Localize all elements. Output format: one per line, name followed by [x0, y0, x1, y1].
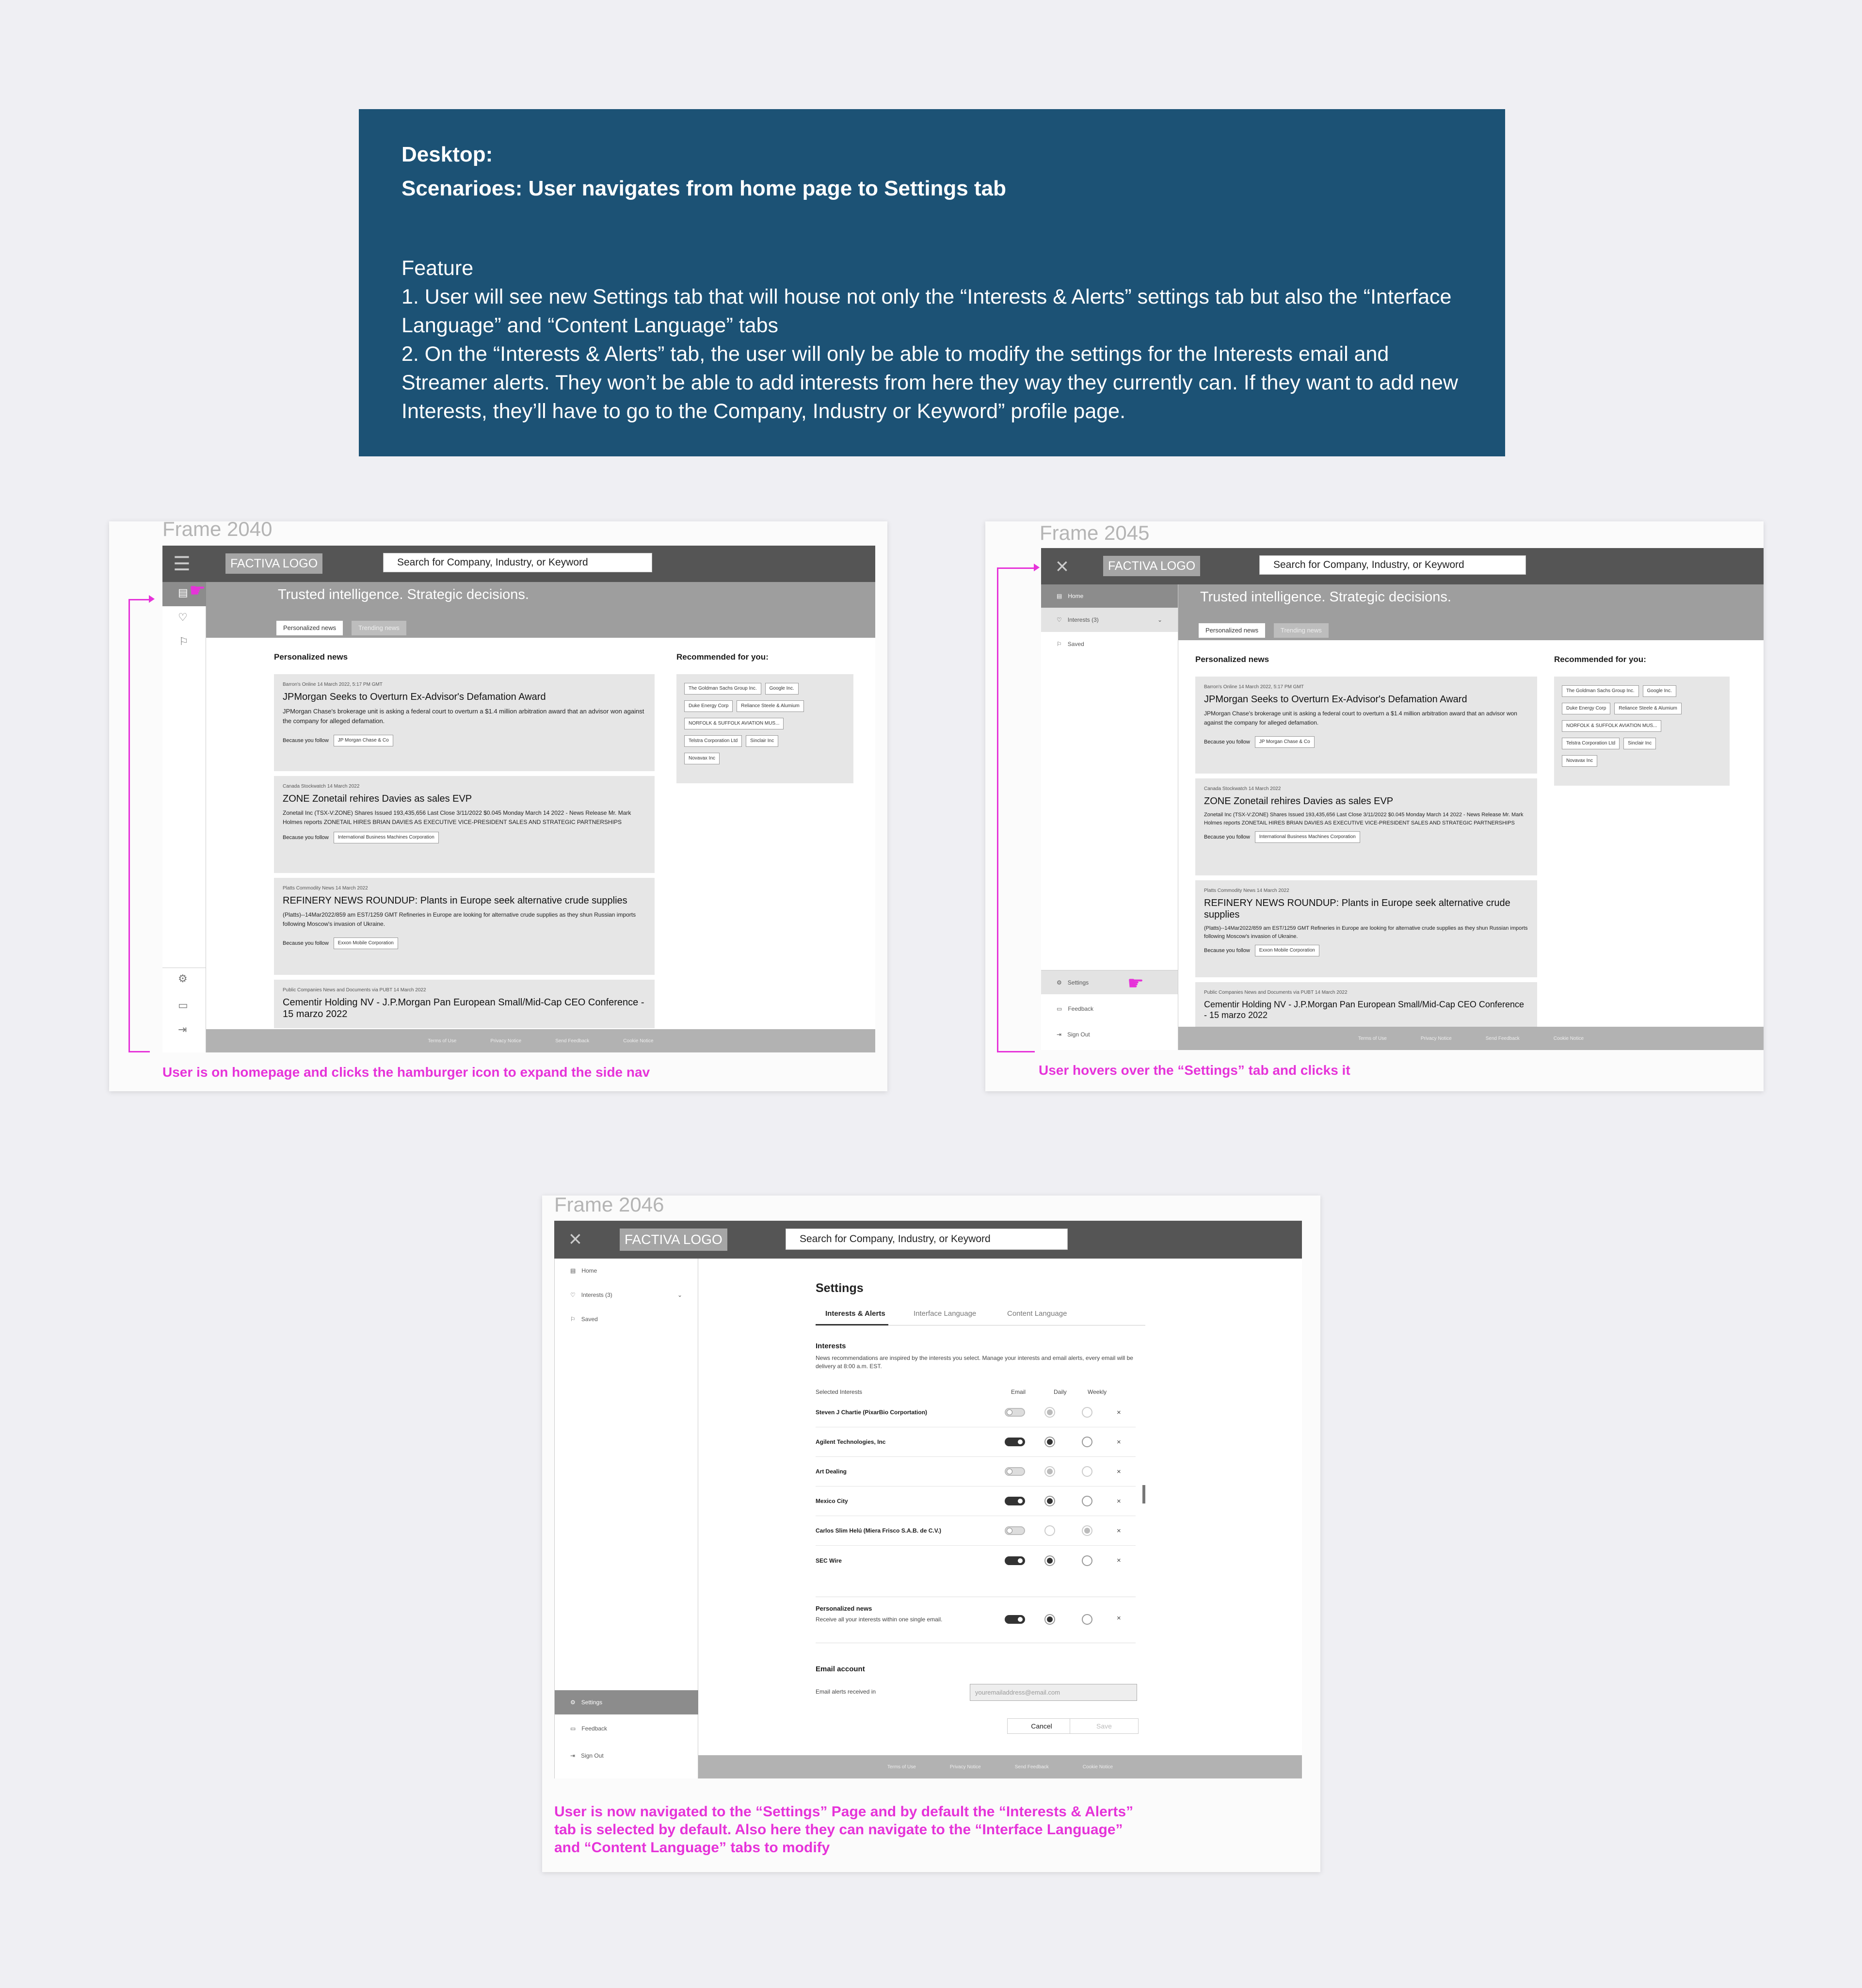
nav-home[interactable] [1041, 584, 1178, 608]
rec-chip[interactable]: NORFOLK & SUFFOLK AVIATION MUS... [1562, 720, 1661, 732]
news-source: Barron's Online 14 March 2022, 5:17 PM GMT [1204, 684, 1304, 690]
recommended-box [1554, 677, 1730, 786]
nav-label: Interests (3) [581, 1292, 612, 1298]
news-title[interactable]: JPMorgan Seeks to Overturn Ex-Advisor's Defamation Award [283, 692, 546, 702]
email-toggle[interactable] [1005, 1467, 1025, 1476]
hand-cursor-icon: ☛ [189, 581, 206, 601]
feature-label: Feature [401, 257, 474, 280]
signout-icon[interactable]: ⇥ [178, 1023, 187, 1035]
col-email: Email [1011, 1389, 1026, 1395]
nav-saved[interactable] [555, 1307, 698, 1331]
nav-feedback[interactable] [555, 1716, 623, 1741]
gear-icon: ⚙ [570, 1699, 576, 1706]
email-toggle[interactable] [1005, 1556, 1025, 1565]
daily-radio[interactable] [1044, 1407, 1055, 1418]
header-line2: Scenarioes: User navigates from home page to Settings tab [401, 177, 1006, 200]
news-source: Public Companies News and Documents via PUBT 14 March 2022 [283, 987, 426, 993]
settings-screen [554, 1221, 1302, 1778]
because-label: Because you follow [1204, 834, 1250, 840]
frame-2046 [542, 1193, 1320, 1872]
feedback-icon: ▭ [1057, 1005, 1062, 1012]
tab-content-language[interactable]: Content Language [1007, 1309, 1067, 1318]
news-title[interactable]: ZONE Zonetail rehires Davies as sales EVP [283, 793, 472, 804]
frame-2040 [109, 517, 887, 1091]
footer [1178, 1027, 1764, 1050]
personalized-news-desc: Receive all your interests within one single email. [816, 1616, 943, 1623]
bookmark-icon: ⚐ [570, 1316, 576, 1323]
bookmark-icon[interactable]: ⚐ [179, 635, 189, 647]
footer [698, 1755, 1302, 1778]
news-card[interactable] [274, 776, 655, 873]
hand-cursor-icon: ☛ [1127, 973, 1144, 994]
weekly-radio[interactable] [1082, 1466, 1092, 1477]
nav-label: Feedback [1068, 1005, 1094, 1012]
email-toggle[interactable] [1005, 1526, 1025, 1535]
col-weekly: Weekly [1088, 1389, 1107, 1395]
search-input[interactable]: Search for Company, Industry, or Keyword [383, 553, 652, 572]
interest-row [816, 1516, 1136, 1546]
personalized-news-heading: Personalized news [816, 1605, 872, 1612]
nav-interests[interactable] [1041, 608, 1178, 632]
news-card[interactable] [274, 674, 655, 771]
nav-label: Feedback [581, 1725, 608, 1732]
news-title[interactable]: REFINERY NEWS ROUNDUP: Plants in Europe seek alternative crude supplies [283, 895, 627, 906]
footer-link[interactable]: Send Feedback [555, 1038, 590, 1044]
news-title[interactable]: REFINERY NEWS ROUNDUP: Plants in Europe seek alternative crude supplies [1204, 898, 1510, 920]
personalized-heading: Personalized news [1195, 655, 1269, 664]
email-toggle[interactable] [1005, 1408, 1025, 1417]
because-label: Because you follow [1204, 739, 1250, 745]
rec-chip[interactable]: Telstra Corporation Ltd [1562, 738, 1620, 749]
close-icon[interactable]: × [1056, 553, 1069, 579]
because-label: Because you follow [1204, 948, 1250, 954]
tab-trending[interactable]: Trending news [1274, 623, 1329, 638]
frame-title: Frame 2045 [1040, 521, 1150, 544]
news-card[interactable] [274, 980, 655, 1028]
nav-label: Saved [1067, 641, 1084, 647]
weekly-radio[interactable] [1082, 1407, 1092, 1418]
heart-icon: ♡ [570, 1292, 576, 1298]
email-field[interactable]: youremailaddress@email.com [970, 1684, 1137, 1701]
footer-link[interactable]: Privacy Notice [490, 1038, 522, 1044]
footer-link[interactable]: Privacy Notice [949, 1764, 981, 1770]
follow-chip[interactable]: International Business Machines Corporation [1255, 831, 1360, 843]
news-card[interactable] [1195, 880, 1537, 977]
gear-icon: ⚙ [1057, 979, 1062, 986]
frame-note-line1: User is now navigated to the “Settings” Page and by default the “Interests & Alerts” [554, 1804, 1134, 1820]
weekly-radio[interactable] [1082, 1525, 1092, 1536]
nav-feedback[interactable] [1041, 997, 1109, 1021]
news-desc: JPMorgan Chase's brokerage unit is asking a federal court to overturn a $1.4 million arbitration award that an advisor won against the company for alleged defamation. [283, 708, 644, 725]
news-desc: Zonetail Inc (TSX-V:ZONE) Shares Issued 193,435,656 Last Close 3/11/2022 $0.045 Monday March 14 2022 - News Release Mr. Mark Holmes reports ZONETAIL HIRES BRIAN DAVIES AS EXECUTIVE VICE-PRESIDENT SALES AND STRATEGIC PARTNERSHIPS [283, 809, 631, 825]
remove-icon[interactable]: × [1117, 1526, 1121, 1535]
interests-desc: News recommendations are inspired by the interests you select. Manage your interests and email alerts, every email will be delivery at 8:00 a.m. EST. [816, 1355, 1133, 1370]
gear-icon[interactable]: ⚙ [178, 972, 188, 985]
footer-link[interactable]: Send Feedback [1485, 1035, 1520, 1041]
search-input[interactable]: Search for Company, Industry, or Keyword [786, 1228, 1068, 1250]
rec-chip[interactable]: Sinclair Inc [746, 735, 778, 747]
remove-icon[interactable]: × [1117, 1556, 1121, 1565]
close-icon[interactable]: × [569, 1226, 582, 1251]
chevron-down-icon[interactable]: ⌄ [677, 1292, 682, 1298]
daily-radio[interactable] [1044, 1496, 1055, 1506]
tagline: Trusted intelligence. Strategic decisions. [1200, 589, 1451, 605]
interest-name: Art Dealing [816, 1468, 847, 1475]
interest-rows [816, 1398, 1136, 1575]
recommended-heading: Recommended for you: [1554, 655, 1646, 664]
interest-name: Steven J Chartie (PixarBio Corportation) [816, 1409, 928, 1416]
personalized-heading: Personalized news [274, 652, 348, 662]
feature-point-2: 2. On the “Interests & Alerts” tab, the user will only be able to modify the settings for the Interests email and Streamer alerts. They won’t be able to add interests from here they way they currently can. If they want to add new Interests, they’ll have to go to the Company, Industry or Keyword” profile page. [401, 342, 1458, 423]
search-input[interactable]: Search for Company, Industry, or Keyword [1259, 555, 1526, 575]
feedback-icon: ▭ [570, 1725, 576, 1732]
col-daily: Daily [1054, 1389, 1067, 1395]
remove-icon[interactable]: × [1117, 1467, 1121, 1476]
nav-label: Settings [581, 1699, 603, 1706]
interest-row [816, 1457, 1136, 1487]
logo: FACTIVA LOGO [1103, 556, 1200, 576]
nav-label: Home [581, 1267, 597, 1274]
tab-active-underline [816, 1324, 888, 1325]
feedback-icon[interactable]: ▭ [178, 999, 188, 1011]
nav-signout[interactable] [1041, 1022, 1106, 1047]
rec-chip[interactable]: Reliance Steele & Alumium [1614, 703, 1682, 714]
interest-row [816, 1398, 1136, 1427]
nav-saved[interactable] [1041, 632, 1178, 656]
scrollbar[interactable] [1142, 1485, 1145, 1503]
signout-icon: ⇥ [1057, 1031, 1062, 1038]
news-desc: JPMorgan Chase's brokerage unit is asking a federal court to overturn a $1.4 million arbitration award that an advisor won against the company for alleged defamation. [1204, 710, 1517, 726]
remove-icon[interactable]: × [1117, 1408, 1121, 1417]
news-source: Canada Stockwatch 14 March 2022 [283, 784, 360, 789]
tab-personalized[interactable]: Personalized news [1199, 623, 1265, 638]
flow-bracket [997, 567, 1035, 1052]
rec-chip[interactable]: Google Inc. [765, 683, 799, 695]
settings-tabs [816, 1308, 1145, 1325]
rec-chip[interactable]: Sinclair Inc [1623, 738, 1656, 749]
email-label: Email alerts received in [816, 1688, 876, 1695]
tab-interface-language[interactable]: Interface Language [914, 1309, 977, 1318]
footer-link[interactable]: Privacy Notice [1420, 1035, 1452, 1041]
follow-chip[interactable]: Exxon Mobile Corporation [1255, 945, 1319, 956]
personalized-email-toggle[interactable] [1005, 1615, 1025, 1624]
rec-chip[interactable]: Duke Energy Corp [684, 700, 733, 712]
nav-settings[interactable] [1041, 970, 1178, 994]
heart-icon[interactable]: ♡ [178, 611, 188, 623]
tagline: Trusted intelligence. Strategic decisions. [278, 587, 529, 602]
home-icon: ▤ [1057, 593, 1062, 599]
daily-radio[interactable] [1044, 1466, 1055, 1477]
page-title: Settings [816, 1281, 864, 1295]
nav-label: Sign Out [581, 1752, 604, 1759]
nav-label: Settings [1067, 979, 1089, 986]
logo: FACTIVA LOGO [225, 553, 322, 574]
footer-link[interactable]: Terms of Use [1358, 1035, 1387, 1041]
news-title[interactable]: JPMorgan Seeks to Overturn Ex-Advisor's Defamation Award [1204, 694, 1467, 705]
nav-signout[interactable] [555, 1744, 619, 1768]
follow-chip[interactable]: JP Morgan Chase & Co [1255, 736, 1315, 748]
hamburger-icon[interactable]: ☰ [173, 553, 191, 575]
remove-icon[interactable]: × [1117, 1438, 1121, 1446]
tab-personalized[interactable]: Personalized news [276, 621, 343, 635]
because-label: Because you follow [283, 940, 329, 946]
recommended-heading: Recommended for you: [676, 652, 769, 662]
daily-radio[interactable] [1044, 1437, 1055, 1447]
news-card[interactable] [1195, 982, 1537, 1028]
news-desc: Zonetail Inc (TSX-V:ZONE) Shares Issued 193,435,656 Last Close 3/11/2022 $0.045 Monday March 14 2022 - News Release Mr. Mark Holmes reports ZONETAIL HIRES BRIAN DAVIES AS EXECUTIVE VICE-PRESIDENT SALES AND STRATEGIC PARTNERSHIPS [1204, 812, 1524, 826]
weekly-radio[interactable] [1082, 1437, 1092, 1447]
follow-chip[interactable]: Exxon Mobile Corporation [334, 937, 398, 949]
signout-icon: ⇥ [570, 1752, 576, 1759]
recommended-box [676, 674, 853, 783]
home-icon: ▤ [570, 1267, 576, 1274]
nav-label: Home [1068, 593, 1084, 599]
footer-link[interactable]: Cookie Notice [623, 1038, 654, 1044]
hero-banner [1178, 584, 1764, 640]
frame-note-line3: and “Content Language” tabs to modify [554, 1840, 830, 1856]
weekly-radio[interactable] [1082, 1496, 1092, 1506]
rec-chip[interactable]: Reliance Steele & Alumium [737, 700, 804, 712]
news-title[interactable]: ZONE Zonetail rehires Davies as sales EVP [1204, 796, 1394, 807]
personalized-weekly-radio[interactable] [1082, 1614, 1092, 1625]
news-title[interactable]: Cementir Holding NV - J.P.Morgan Pan European Small/Mid-Cap CEO Conference - 15 marzo 2022 [283, 997, 644, 1019]
news-source: Platts Commodity News 14 March 2022 [1204, 888, 1289, 893]
news-title[interactable]: Cementir Holding NV - J.P.Morgan Pan European Small/Mid-Cap CEO Conference - 15 marzo 2022 [1204, 1000, 1524, 1020]
side-nav [554, 1259, 698, 1778]
rec-chip[interactable]: Novavax Inc [1562, 755, 1597, 767]
feature-point-1: 1. User will see new Settings tab that will house not only the “Interests & Alerts” settings tab but also the “Interface Language” and “Content Language” tabs [401, 285, 1452, 337]
header-line1: Desktop: [401, 143, 493, 166]
nav-home[interactable] [555, 1259, 698, 1283]
email-toggle[interactable] [1005, 1438, 1025, 1446]
interest-name: Agilent Technologies, Inc [816, 1438, 886, 1445]
rec-chip[interactable]: Novavax Inc [684, 753, 720, 764]
footer-link[interactable]: Send Feedback [1014, 1764, 1049, 1770]
frame-note: User hovers over the “Settings” tab and clicks it [1039, 1063, 1350, 1078]
interest-row [816, 1427, 1136, 1457]
news-source: Canada Stockwatch 14 March 2022 [1204, 786, 1281, 792]
because-label: Because you follow [283, 738, 329, 743]
news-source: Public Companies News and Documents via PUBT 14 March 2022 [1204, 990, 1348, 995]
remove-icon[interactable]: × [1117, 1614, 1121, 1622]
cancel-button[interactable]: Cancel [1007, 1718, 1076, 1734]
rec-chip[interactable]: The Goldman Sachs Group Inc. [684, 683, 761, 695]
news-card[interactable] [1195, 677, 1537, 774]
rec-chip[interactable]: Telstra Corporation Ltd [684, 735, 742, 747]
tab-interests-alerts[interactable]: Interests & Alerts [825, 1309, 885, 1318]
remove-icon[interactable]: × [1117, 1497, 1121, 1505]
side-nav [1041, 584, 1178, 1050]
frame-title: Frame 2040 [162, 517, 273, 540]
nav-settings[interactable] [555, 1690, 698, 1714]
news-card[interactable] [274, 878, 655, 975]
rec-chip[interactable]: The Goldman Sachs Group Inc. [1562, 685, 1639, 697]
footer-link[interactable]: Terms of Use [887, 1764, 916, 1770]
news-source: Barron's Online 14 March 2022, 5:17 PM GMT [283, 682, 383, 687]
frame-note-line2: tab is selected by default. Also here they can navigate to the “Interface Language” [554, 1822, 1123, 1838]
frame-title: Frame 2046 [554, 1193, 664, 1216]
news-desc: (Platts)--14Mar2022/859 am EST/1259 GMT Refineries in Europe are looking for alternative crude supplies as they shun Russian imports following Moscow's invasion of Ukraine. [283, 911, 636, 927]
email-toggle[interactable] [1005, 1497, 1025, 1505]
footer [206, 1029, 875, 1052]
tab-trending[interactable]: Trending news [352, 621, 406, 635]
logo: FACTIVA LOGO [620, 1228, 727, 1251]
news-desc: (Platts)--14Mar2022/859 am EST/1259 GMT Refineries in Europe are looking for alternative crude supplies as they shun Russian imports following Moscow's invasion of Ukraine. [1204, 925, 1528, 939]
chevron-down-icon[interactable]: ⌄ [1157, 616, 1162, 623]
nav-label: Interests (3) [1067, 616, 1099, 623]
flow-arrow [149, 595, 155, 603]
app-screen [1041, 548, 1764, 1050]
because-label: Because you follow [283, 835, 329, 840]
scenario-header [359, 109, 1505, 456]
app-screen [162, 546, 875, 1052]
rec-chip[interactable]: NORFOLK & SUFFOLK AVIATION MUS... [684, 718, 784, 729]
frame-note: User is on homepage and clicks the hamburger icon to expand the side nav [162, 1065, 650, 1080]
home-icon: ▤ [178, 586, 188, 598]
save-button[interactable]: Save [1070, 1718, 1139, 1734]
interest-name: Mexico City [816, 1498, 848, 1504]
interest-name: SEC Wire [816, 1557, 842, 1564]
email-account-heading: Email account [816, 1665, 865, 1673]
interest-row [816, 1487, 1136, 1516]
follow-chip[interactable]: International Business Machines Corporation [334, 832, 439, 843]
footer-link[interactable]: Terms of Use [428, 1038, 457, 1044]
selected-interests-label: Selected Interests [816, 1389, 863, 1395]
daily-radio[interactable] [1044, 1555, 1055, 1566]
follow-chip[interactable]: JP Morgan Chase & Co [334, 735, 393, 746]
bookmark-icon: ⚐ [1057, 641, 1062, 647]
nav-label: Saved [581, 1316, 598, 1323]
interest-row [816, 1546, 1136, 1575]
news-card[interactable] [1195, 778, 1537, 875]
weekly-radio[interactable] [1082, 1555, 1092, 1566]
frame-2045 [985, 521, 1764, 1091]
footer-link[interactable]: Cookie Notice [1553, 1035, 1584, 1041]
flow-arrow [1034, 564, 1040, 571]
flow-bracket [128, 599, 150, 1052]
interests-heading: Interests [816, 1342, 846, 1350]
heart-icon: ♡ [1057, 616, 1062, 623]
footer-link[interactable]: Cookie Notice [1082, 1764, 1113, 1770]
rec-chip[interactable]: Google Inc. [1643, 685, 1676, 697]
daily-radio[interactable] [1044, 1525, 1055, 1536]
nav-label: Sign Out [1067, 1031, 1090, 1038]
rec-chip[interactable]: Duke Energy Corp [1562, 703, 1610, 714]
interest-name: Carlos Slim Helú (Miera Frisco S.A.B. de C.V.) [816, 1527, 941, 1534]
personalized-daily-radio[interactable] [1044, 1614, 1055, 1625]
nav-interests[interactable] [555, 1283, 698, 1307]
hero-banner [206, 582, 875, 638]
news-source: Platts Commodity News 14 March 2022 [283, 886, 368, 891]
